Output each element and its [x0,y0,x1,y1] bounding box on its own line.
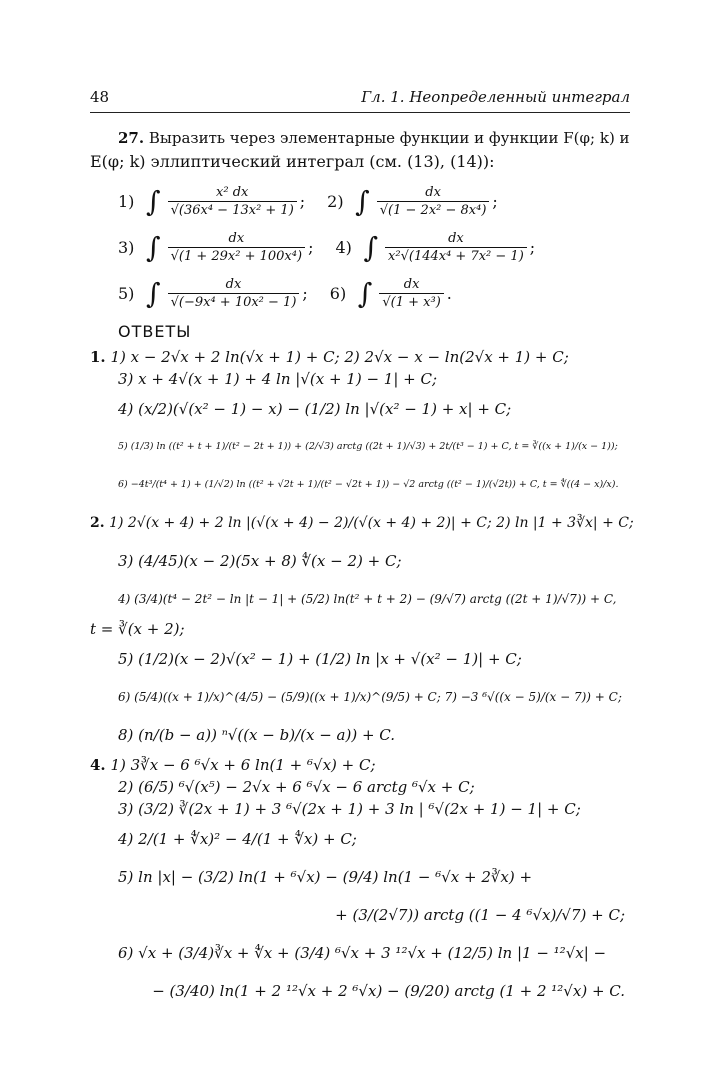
fraction-denominator: √(1 + x³) [379,293,443,310]
fraction-denominator: x²√(144x⁴ + 7x² − 1) [385,247,527,264]
problem-number: 27. [118,129,145,147]
answer-text: 3) (3/2) ∛(2x + 1) + 3 ⁶√(2x + 1) + 3 ln | ⁶√(2x + 1) − 1| + C; [118,800,581,818]
answer-line [90,428,635,466]
answer-text: 3) x + 4√(x + 1) + 4 ln |√(x + 1) − 1| + C; [118,370,438,388]
integral-fraction [379,277,443,310]
answer-text: 4) (3/4)(t⁴ − 2t² − ln |t − 1| + (5/2) ln(t² + t + 2) − (9/√7) arctg ((2t + 1)/√7)) + C, [118,592,617,606]
problem-27-text [90,126,630,174]
answer-text: 5) (1/2)(x − 2)√(x² − 1) + (1/2) ln |x + √(x² − 1)| + C; [118,650,522,668]
fraction-denominator: √(1 − 2x² − 8x⁴) [377,201,490,218]
integral-fraction [168,277,300,310]
integral-label: 5) [118,283,135,303]
answer-line [90,504,635,542]
answer-line [90,858,635,896]
integral-sign-icon: ∫ [363,230,379,264]
integral-row [118,224,598,270]
integral-sign-icon: ∫ [146,184,161,218]
fraction-numerator: x² dx [216,184,249,200]
answer-line [90,618,635,640]
integral-end: . [446,283,452,303]
fraction-numerator: dx [228,230,245,246]
answer-text: 2) (6/5) ⁶√(x⁵) − 2√x + 6 ⁶√x − 6 arctg ⁶√x + C; [118,778,475,796]
answer-line [90,580,635,618]
integral-label: 2) [327,191,344,211]
integral-sign-icon: ∫ [355,184,370,218]
integral-fraction [385,231,527,264]
answer-line [90,678,635,716]
fraction-denominator: √(36x⁴ − 13x² + 1) [168,201,297,218]
answer-text: 3) (4/45)(x − 2)(5x + 8) ∜(x − 2) + C; [118,552,402,570]
answer-line [90,542,635,580]
integral-list [118,178,598,316]
answer-line [90,640,635,678]
answer-line [90,972,635,1010]
page-header [90,88,630,114]
answer-text: − (3/40) ln(1 + 2 ¹²√x + 2 ⁶√x) − (9/20) arctg (1 + 2 ¹²√x) + C. [152,982,625,1000]
problem-statement-line-1: Выразить через элементарные функции и функции F(φ; k) и [148,129,630,147]
integral-label: 1) [118,191,135,211]
integral-fraction [377,185,490,218]
answer-text: 1) x − 2√x + 2 ln(√x + 1) + C; 2) 2√x − x − ln(2√x + 1) + C; [110,348,569,366]
integral-end: ; [299,191,306,211]
answer-text: 5) (1/3) ln ((t² + t + 1)/(t² − 2t + 1)) + (2/√3) arctg ((2t + 1)/√3) + 2t/(t³ − 1) + C, t = ∛((x + 1)/(x − 1)); [118,441,618,452]
integral-fraction [168,185,297,218]
answer-text: 1) 3∛x − 6 ⁶√x + 6 ln(1 + ⁶√x) + C; [110,756,376,774]
answer-text: + (3/(2√7)) arctg ((1 − 4 ⁶√x)/√7) + C; [335,906,625,924]
page-number: 48 [90,88,110,106]
integral-row [118,178,598,224]
integral-end: ; [302,283,308,303]
answer-group-number: 1. [90,348,106,366]
integral-end: ; [308,237,314,257]
problem-line-2: E(φ; k) эллиптический интеграл (см. (13), (14)): [90,152,495,171]
integral-fraction [168,231,305,264]
answer-line [90,776,635,798]
integral-end: ; [492,191,498,211]
header-rule [90,112,630,113]
integral-end: ; [529,237,536,257]
answer-text: 6) (5/4)((x + 1)/x)^(4/5) − (5/9)((x + 1)/x)^(9/5) + C; 7) −3 ⁶√((x − 5)/(x − 7)) + C; [118,690,622,704]
integral-sign-icon: ∫ [146,230,161,264]
answer-text: 8) (n/(b − a)) ⁿ√((x − b)/(x − a)) + C. [118,726,395,744]
fraction-numerator: dx [225,276,242,292]
answer-text: 4) (x/2)(√(x² − 1) − x) − (1/2) ln |√(x² − 1) + x| + C; [118,400,512,418]
answer-line [90,346,635,368]
answer-text: 5) ln |x| − (3/2) ln(1 + ⁶√x) − (9/4) ln(1 − ⁶√x + 2∛x) + [118,868,533,886]
fraction-denominator: √(−9x⁴ + 10x² − 1) [168,293,300,310]
integral-label: 4) [335,237,352,257]
answer-line [90,754,635,776]
answer-line [90,934,635,972]
answers-heading: ОТВЕТЫ [118,322,192,341]
answer-line [90,798,635,820]
answer-group-number: 4. [90,756,106,774]
answer-line [90,368,635,390]
running-title: Гл. 1. Неопределенный интеграл [361,88,630,106]
integral-label: 3) [118,237,135,257]
answer-text: 6) √x + (3/4)∛x + ∜x + (3/4) ⁶√x + 3 ¹²√x + (12/5) ln |1 − ¹²√x| − [118,944,607,962]
answer-group-number: 2. [90,515,105,531]
answer-line [90,716,635,754]
answers-list [90,346,635,1010]
answer-text: 1) 2√(x + 4) + 2 ln |(√(x + 4) − 2)/(√(x + 4) + 2)| + C; 2) ln |1 + 3∛x| + C; [109,515,634,531]
answer-line [90,820,635,858]
answer-line [90,390,635,428]
integral-row [118,270,598,316]
answer-text: 4) 2/(1 + ∜x)² − 4/(1 + ∜x) + C; [118,830,357,848]
fraction-denominator: √(1 + 29x² + 100x⁴) [168,247,305,264]
integral-sign-icon: ∫ [357,276,373,310]
answer-text: t = ∛(x + 2); [90,620,185,638]
problem-line-1 [90,126,630,150]
fraction-numerator: dx [425,184,441,200]
fraction-numerator: dx [448,230,464,246]
answer-line [90,466,635,504]
integral-label: 6) [329,283,347,303]
answer-line [90,896,635,934]
integral-sign-icon: ∫ [146,276,161,310]
fraction-numerator: dx [403,276,420,292]
answer-text: 6) −4t³/(t⁴ + 1) + (1/√2) ln ((t² + √2t + 1)/(t² − √2t + 1)) − √2 arctg ((t² − 1)/(√2t)) + C, t = ∜((4 − x)/x). [118,479,619,490]
